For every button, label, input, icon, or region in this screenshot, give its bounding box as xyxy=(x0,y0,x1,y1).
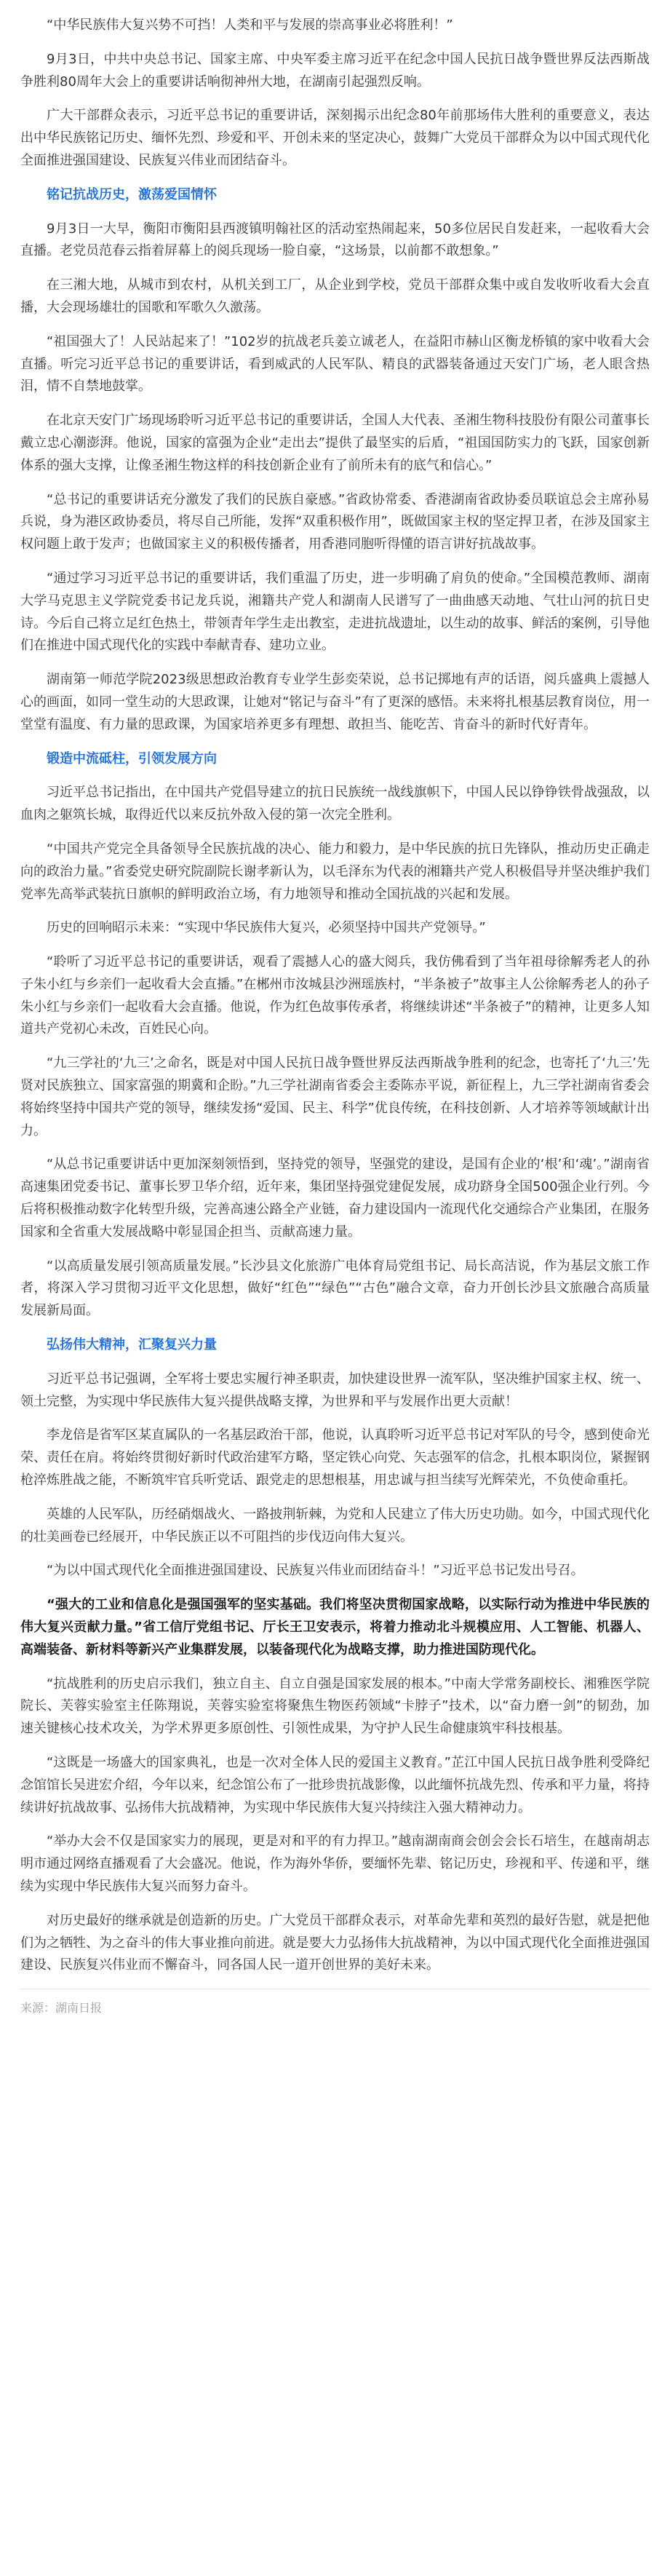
lead-quote: “中华民族伟大复兴势不可挡！人类和平与发展的崇高事业必将胜利！” xyxy=(47,17,453,33)
paragraph: “从总书记重要讲话中更加深刻领悟到，坚持党的领导，坚强党的建设，是国有企业的‘根’和‘魂’。”湖南省高速集团党委书记、董事长罗卫华介绍，近年来，集团坚持强党建促发展，成功跻身全国500强企业行列。今后将积极推动数字化转型升级，完善高速公路全产业链，奋力建设国内一流现代化交通综合产业集团，在服务国家和全省重大发展战略中彰显国企担当、贡献高速力量。 xyxy=(20,1157,650,1240)
bold-paragraph: “强大的工业和信息化是强国强军的坚实基础。我们将坚决贯彻国家战略，以实际行动为推进中华民族的伟大复兴贡献力量。”省工信厅党组书记、厅长王卫安表示，将着力推动北斗规模应用、人工智能、机器人、高端装备、新材料等新兴产业集群发展，以装备现代化为战略支撑，助力推进国防现代化。 xyxy=(20,1597,650,1657)
paragraph: 习近平总书记强调，全军将士要忠实履行神圣职责，加快建设世界一流军队，坚决维护国家主权、统一、领土完整，为实现中华民族伟大复兴提供战略支撑，为世界和平与发展作出更大贡献！ xyxy=(20,1371,650,1409)
paragraph: 在北京天安门广场现场聆听习近平总书记的重要讲话，全国人大代表、圣湘生物科技股份有限公司董事长戴立忠心潮澎湃。他说，国家的富强为企业“走出去”提供了最坚实的后盾，“祖国国防实力的飞跃，国家创新体系的强大支撑，让像圣湘生物这样的科技创新企业有了前所未有的底气和信心。” xyxy=(20,413,650,473)
paragraph: 李龙倍是省军区某直属队的一名基层政治干部，他说，认真聆听习近平总书记对军队的号令，感到使命光荣、责任在肩。将始终贯彻好新时代政治建军方略，坚定铁心向党、矢志强军的信念，扎根本职岗位，紧握钢枪淬炼胜战之能，不断筑牢官兵听党话、跟党走的思想根基，用忠诚与担当续写光辉荣光，不负使命重托。 xyxy=(20,1427,650,1489)
section-heading-2: 锻造中流砥柱，引领发展方向 xyxy=(47,750,217,766)
paragraph: 9月3日，中共中央总书记、国家主席、中央军委主席习近平在纪念中国人民抗日战争暨世界反法西斯战争胜利80周年大会上的重要讲话响彻神州大地，在湖南引起强烈反响。 xyxy=(20,51,650,90)
paragraph: 历史的回响昭示未来：“实现中华民族伟大复兴，必须坚持中国共产党领导。” xyxy=(47,920,486,936)
paragraph: “举办大会不仅是国家实力的展现，更是对和平的有力捍卫。”越南湖南商会创会会长石培生，在越南胡志明市通过网络直播观看了大会盛况。他说，作为海外华侨，要缅怀先辈、铭记历史，珍视和平、传递和平，继续为实现中华民族伟大复兴而努力奋斗。 xyxy=(20,1834,650,1894)
paragraph: “为以中国式现代化全面推进强国建设、民族复兴伟业而团结奋斗！”习近平总书记发出号召。 xyxy=(47,1563,584,1579)
paragraph: 在三湘大地，从城市到农村，从机关到工厂，从企业到学校，党员干部群众集中或自发收听收看大会直播，大会现场雄壮的国歌和军歌久久激荡。 xyxy=(20,277,650,315)
section-heading-1: 铭记抗战历史，激荡爱国情怀 xyxy=(47,186,217,202)
paragraph: 湖南第一师范学院2023级思想政治教育专业学生彭奕荣说，总书记掷地有声的话语，阅兵盛典上震撼人心的画面，如同一堂生动的大思政课，让她对“铭记与奋斗”有了更深的感悟。未来将扎根基层教育岗位，用一堂堂有温度、有力量的思政课，为国家培养更多有理想、敢担当、能吃苦、肯奋斗的新时代好青年。 xyxy=(20,672,650,732)
paragraph: 习近平总书记指出，在中国共产党倡导建立的抗日民族统一战线旗帜下，中国人民以铮铮铁骨战强敌，以血肉之躯筑长城，取得近代以来反抗外敌入侵的第一次完全胜利。 xyxy=(20,785,650,823)
paragraph: “中国共产党完全具备领导全民族抗战的决心、能力和毅力，是中华民族的抗日先锋队，推动历史正确走向的政治力量。”省委党史研究院副院长谢孝新认为，以毛泽东为代表的湘籍共产党人积极倡导并坚决维护我们党率先高举武装抗日旗帜的鲜明政治立场，有力地领导和推动全国抗战的兴起和发展。 xyxy=(20,841,650,902)
paragraph: “通过学习习近平总书记的重要讲话，我们重温了历史，进一步明确了肩负的使命。”全国模范教师、湖南大学马克思主义学院党委书记龙兵说，湘籍共产党人和湖南人民谱写了一曲曲感天动地、气壮山河的抗日史诗。今后自己将立足红色热土，带领青年学生走出教室，走进抗战遗址，以生动的故事、鲜活的案例，引导他们在推进中国式现代化的实践中奉献青春、建功立业。 xyxy=(20,570,650,654)
paragraph: “总书记的重要讲话充分激发了我们的民族自豪感。”省政协常委、香港湖南省政协委员联谊总会主席孙易兵说，身为港区政协委员，将尽自己所能，发挥“双重积极作用”，既做国家主权的坚定捍卫者，在涉及国家主权问题上敢于发声；也做国家主义的积极传播者，用香港同胞听得懂的语言讲好抗战故事。 xyxy=(20,491,650,552)
section-heading-3: 弘扬伟大精神，汇聚复兴力量 xyxy=(47,1337,217,1353)
paragraph: 广大干部群众表示，习近平总书记的重要讲话，深刻揭示出纪念80年前那场伟大胜利的重要意义，表达出中华民族铭记历史、缅怀先烈、珍爱和平、开创未来的坚定决心，鼓舞广大党员干部群众为以中国式现代化全面推进强国建设、民族复兴伟业而团结奋斗。 xyxy=(20,108,650,168)
paragraph: 9月3日一大早，衡阳市衡阳县西渡镇明翰社区的活动室热闹起来，50多位居民自发赶来，一起收看大会直播。老党员范春云指着屏幕上的阅兵现场一脸自豪，“这场景，以前都不敢想象。” xyxy=(20,221,650,259)
paragraph: “九三学社的‘九三’之命名，既是对中国人民抗日战争暨世界反法西斯战争胜利的纪念，也寄托了‘九三’先贤对民族独立、国家富强的期冀和企盼。”九三学社湖南省委会主委陈赤平说，新征程上，九三学社湖南省委会将始终坚持中国共产党的领导，继续发扬“爱国、民主、科学”优良传统，在科技创新、人才培养等领域献计出力。 xyxy=(20,1055,650,1138)
paragraph: 英雄的人民军队，历经硝烟战火、一路披荆斩棘，为党和人民建立了伟大历史功勋。如今，中国式现代化的壮美画卷已经展开，中华民族正以不可阻挡的步伐迈向伟大复兴。 xyxy=(20,1506,650,1545)
paragraph: “祖国强大了！人民站起来了！”102岁的抗战老兵姜立诚老人，在益阳市赫山区衡龙桥镇的家中收看大会直播。听完习近平总书记的重要讲话，看到威武的人民军队、精良的武器装备通过天安门广场，老人眼含热泪，情不自禁地鼓掌。 xyxy=(20,333,650,395)
paragraph: “聆听了习近平总书记的重要讲话，观看了震撼人心的盛大阅兵，我仿佛看到了当年祖母徐解秀老人的孙子朱小红与乡亲们一起收看大会直播。”在郴州市汝城县沙洲瑶族村，“半条被子”故事主人公徐解秀老人的孙子朱小红与乡亲们一起收看大会直播。他说，作为红色故事传承者，将继续讲述“半条被子”的精神，让更多人知道共产党初心未改，百姓民心向。 xyxy=(20,954,650,1037)
source-credit: 来源：湖南日报 xyxy=(20,2001,103,2016)
paragraph: “抗战胜利的历史启示我们，独立自主、自立自强是国家发展的根本。”中南大学常务副校长、湘雅医学院院长、芙蓉实验室主任陈翔说，芙蓉实验室将聚焦生物医药领域“卡脖子”技术，以“奋力磨一剑”的韧劲，加速关键核心技术攻关，为学术界更多原创性、引领性成果，为守护人民生命健康筑牢科技根基。 xyxy=(20,1676,650,1737)
paragraph: “以高质量发展引领高质量发展。”长沙县文化旅游广电体育局党组书记、局长高洁说，作为基层文旅工作者，将深入学习贯彻习近平文化思想，做好“红色”“绿色”“古色”融合文章，奋力开创长沙县文旅融合高质量发展新局面。 xyxy=(20,1258,650,1319)
paragraph: 对历史最好的继承就是创造新的历史。广大党员干部群众表示，对革命先辈和英烈的最好告慰，就是把他们为之牺牲、为之奋斗的伟大事业推向前进。就是要大力弘扬伟大抗战精神，为以中国式现代化全面推进强国建设、民族复兴伟业而不懈奋斗，同各国人民一道开创世界的美好未来。 xyxy=(20,1912,650,1973)
paragraph: “这既是一场盛大的国家典礼，也是一次对全体人民的爱国主义教育。”芷江中国人民抗日战争胜利受降纪念馆馆长吴进宏介绍，今年以来，纪念馆公布了一批珍贵抗战影像，以此缅怀抗战先烈、传承和平力量，将持续讲好抗战故事、弘扬伟大抗战精神，为实现中华民族伟大复兴持续注入强大精神动力。 xyxy=(20,1755,650,1815)
